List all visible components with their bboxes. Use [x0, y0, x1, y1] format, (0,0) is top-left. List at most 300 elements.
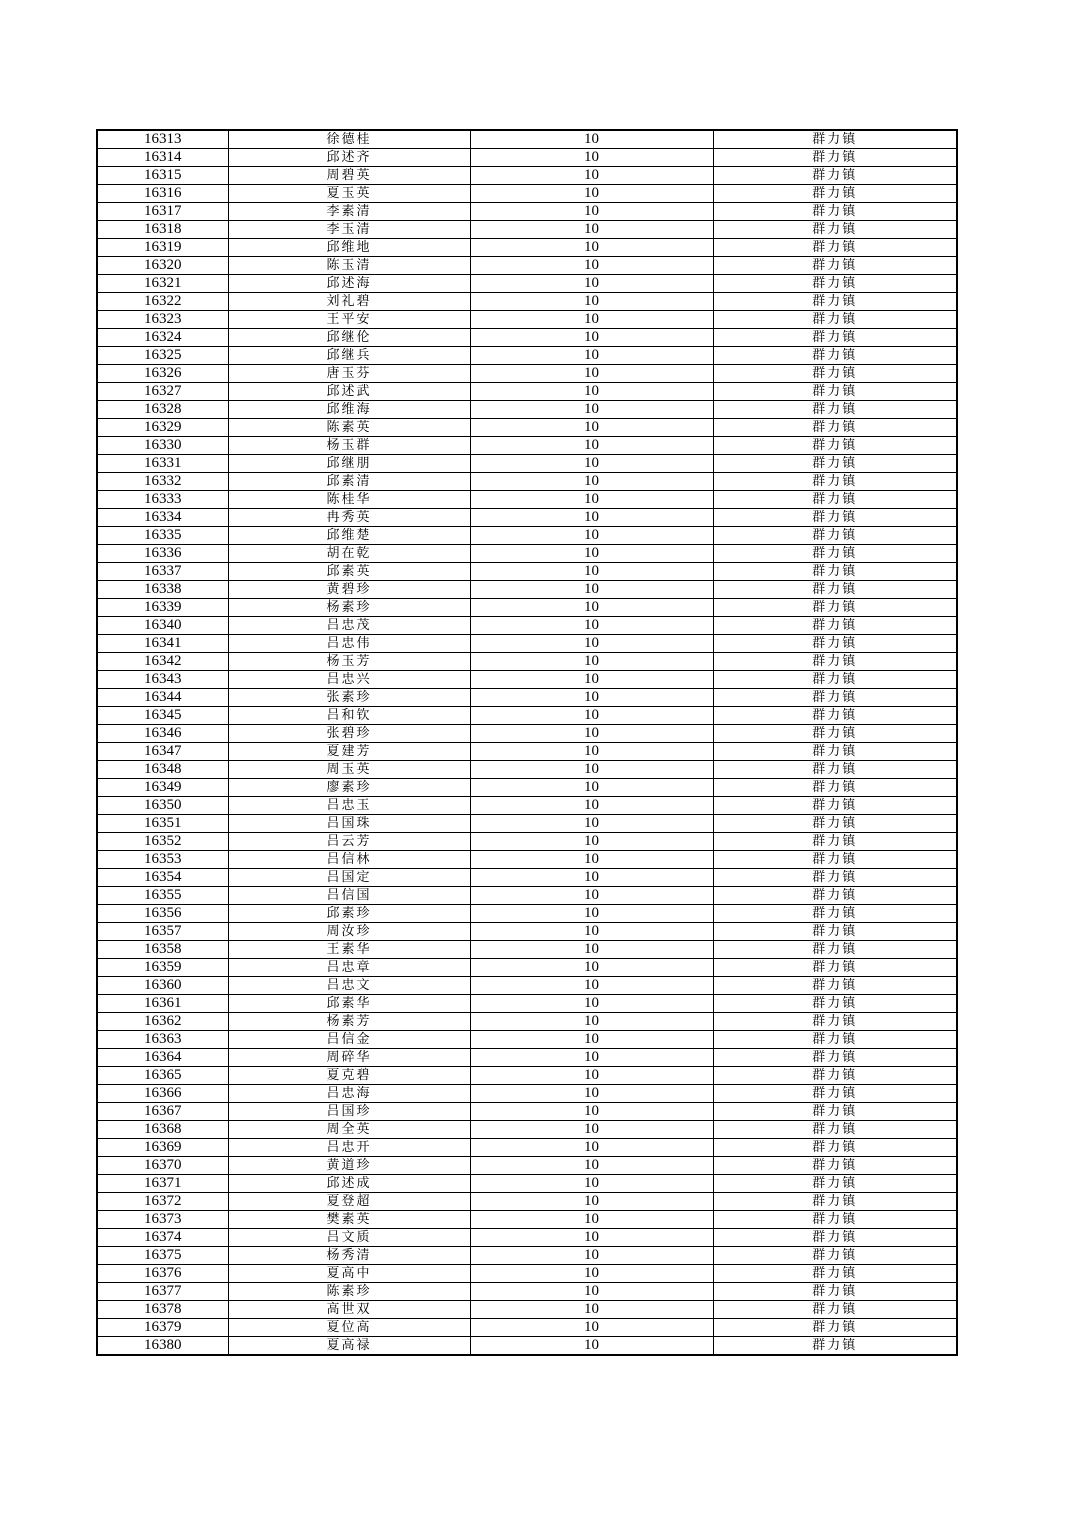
table-row: [97, 581, 957, 599]
row-number-cell: 16378: [97, 1301, 228, 1319]
name-cell: 夏登超: [228, 1193, 470, 1211]
town-cell: 群力镇: [713, 257, 957, 275]
row-number-cell: 16318: [97, 221, 228, 239]
row-number-cell: 16317: [97, 203, 228, 221]
table-row: [97, 491, 957, 509]
name-cell: 夏建芳: [228, 743, 470, 761]
table-row: [97, 1139, 957, 1157]
table-row: [97, 167, 957, 185]
table-row: [97, 617, 957, 635]
row-number-cell: 16330: [97, 437, 228, 455]
table-row: [97, 203, 957, 221]
amount-cell: 10: [470, 437, 713, 455]
row-number-cell: 16315: [97, 167, 228, 185]
row-number-cell: 16360: [97, 977, 228, 995]
amount-cell: 10: [470, 491, 713, 509]
name-cell: 邱述海: [228, 275, 470, 293]
amount-cell: 10: [470, 1193, 713, 1211]
amount-cell: 10: [470, 419, 713, 437]
name-cell: 吕信林: [228, 851, 470, 869]
row-number-cell: 16350: [97, 797, 228, 815]
town-cell: 群力镇: [713, 797, 957, 815]
town-cell: 群力镇: [713, 1067, 957, 1085]
town-cell: 群力镇: [713, 1283, 957, 1301]
town-cell: 群力镇: [713, 941, 957, 959]
name-cell: 邱维海: [228, 401, 470, 419]
row-number-cell: 16320: [97, 257, 228, 275]
row-number-cell: 16376: [97, 1265, 228, 1283]
town-cell: 群力镇: [713, 1175, 957, 1193]
town-cell: 群力镇: [713, 1085, 957, 1103]
name-cell: 李素清: [228, 203, 470, 221]
town-cell: 群力镇: [713, 653, 957, 671]
row-number-cell: 16379: [97, 1319, 228, 1337]
town-cell: 群力镇: [713, 869, 957, 887]
town-cell: 群力镇: [713, 1049, 957, 1067]
table-row: [97, 833, 957, 851]
row-number-cell: 16357: [97, 923, 228, 941]
name-cell: 胡在乾: [228, 545, 470, 563]
row-number-cell: 16372: [97, 1193, 228, 1211]
table-row: [97, 455, 957, 473]
table-row: [97, 365, 957, 383]
table-row: [97, 1319, 957, 1337]
table-row: [97, 761, 957, 779]
name-cell: 夏位高: [228, 1319, 470, 1337]
row-number-cell: 16358: [97, 941, 228, 959]
row-number-cell: 16380: [97, 1337, 228, 1356]
name-cell: 廖素珍: [228, 779, 470, 797]
table-row: [97, 635, 957, 653]
amount-cell: 10: [470, 743, 713, 761]
table-row: [97, 869, 957, 887]
name-cell: 邱述齐: [228, 149, 470, 167]
town-cell: 群力镇: [713, 167, 957, 185]
table-body: [97, 130, 957, 1355]
table-row: [97, 599, 957, 617]
row-number-cell: 16319: [97, 239, 228, 257]
town-cell: 群力镇: [713, 1337, 957, 1356]
amount-cell: 10: [470, 293, 713, 311]
amount-cell: 10: [470, 1139, 713, 1157]
name-cell: 邱维楚: [228, 527, 470, 545]
name-cell: 夏高中: [228, 1265, 470, 1283]
name-cell: 吕忠兴: [228, 671, 470, 689]
table-row: [97, 509, 957, 527]
amount-cell: 10: [470, 581, 713, 599]
table-row: [97, 1175, 957, 1193]
amount-cell: 10: [470, 977, 713, 995]
name-cell: 吕国珍: [228, 1103, 470, 1121]
town-cell: 群力镇: [713, 995, 957, 1013]
name-cell: 吕忠海: [228, 1085, 470, 1103]
town-cell: 群力镇: [713, 1031, 957, 1049]
amount-cell: 10: [470, 401, 713, 419]
amount-cell: 10: [470, 1265, 713, 1283]
row-number-cell: 16351: [97, 815, 228, 833]
amount-cell: 10: [470, 167, 713, 185]
row-number-cell: 16363: [97, 1031, 228, 1049]
town-cell: 群力镇: [713, 977, 957, 995]
town-cell: 群力镇: [713, 923, 957, 941]
row-number-cell: 16347: [97, 743, 228, 761]
amount-cell: 10: [470, 779, 713, 797]
table-row: [97, 1265, 957, 1283]
name-cell: 高世双: [228, 1301, 470, 1319]
town-cell: 群力镇: [713, 239, 957, 257]
town-cell: 群力镇: [713, 130, 957, 149]
table-row: [97, 473, 957, 491]
table-row: [97, 149, 957, 167]
row-number-cell: 16377: [97, 1283, 228, 1301]
table-row: [97, 1157, 957, 1175]
table-row: [97, 743, 957, 761]
town-cell: 群力镇: [713, 1139, 957, 1157]
row-number-cell: 16355: [97, 887, 228, 905]
amount-cell: 10: [470, 365, 713, 383]
row-number-cell: 16346: [97, 725, 228, 743]
town-cell: 群力镇: [713, 1121, 957, 1139]
town-cell: 群力镇: [713, 671, 957, 689]
amount-cell: 10: [470, 941, 713, 959]
name-cell: 杨素芳: [228, 1013, 470, 1031]
amount-cell: 10: [470, 329, 713, 347]
name-cell: 夏玉英: [228, 185, 470, 203]
table-row: [97, 1103, 957, 1121]
row-number-cell: 16327: [97, 383, 228, 401]
amount-cell: 10: [470, 797, 713, 815]
town-cell: 群力镇: [713, 275, 957, 293]
town-cell: 群力镇: [713, 437, 957, 455]
table-row: [97, 383, 957, 401]
amount-cell: 10: [470, 1067, 713, 1085]
amount-cell: 10: [470, 1031, 713, 1049]
row-number-cell: 16352: [97, 833, 228, 851]
row-number-cell: 16370: [97, 1157, 228, 1175]
town-cell: 群力镇: [713, 419, 957, 437]
amount-cell: 10: [470, 1211, 713, 1229]
town-cell: 群力镇: [713, 365, 957, 383]
row-number-cell: 16373: [97, 1211, 228, 1229]
name-cell: 邱继伦: [228, 329, 470, 347]
name-cell: 邱继朋: [228, 455, 470, 473]
name-cell: 吕忠伟: [228, 635, 470, 653]
table-row: [97, 689, 957, 707]
name-cell: 陈玉清: [228, 257, 470, 275]
amount-cell: 10: [470, 1049, 713, 1067]
row-number-cell: 16348: [97, 761, 228, 779]
name-cell: 黄碧珍: [228, 581, 470, 599]
table-row: [97, 851, 957, 869]
town-cell: 群力镇: [713, 779, 957, 797]
town-cell: 群力镇: [713, 545, 957, 563]
table-row: [97, 923, 957, 941]
row-number-cell: 16324: [97, 329, 228, 347]
amount-cell: 10: [470, 347, 713, 365]
amount-cell: 10: [470, 689, 713, 707]
name-cell: 杨秀清: [228, 1247, 470, 1265]
amount-cell: 10: [470, 1319, 713, 1337]
row-number-cell: 16331: [97, 455, 228, 473]
town-cell: 群力镇: [713, 563, 957, 581]
name-cell: 夏高禄: [228, 1337, 470, 1356]
amount-cell: 10: [470, 149, 713, 167]
town-cell: 群力镇: [713, 599, 957, 617]
row-number-cell: 16365: [97, 1067, 228, 1085]
name-cell: 杨玉群: [228, 437, 470, 455]
row-number-cell: 16332: [97, 473, 228, 491]
row-number-cell: 16356: [97, 905, 228, 923]
town-cell: 群力镇: [713, 725, 957, 743]
recipient-table: [96, 129, 958, 1356]
town-cell: 群力镇: [713, 1229, 957, 1247]
amount-cell: 10: [470, 545, 713, 563]
amount-cell: 10: [470, 653, 713, 671]
town-cell: 群力镇: [713, 1211, 957, 1229]
row-number-cell: 16314: [97, 149, 228, 167]
row-number-cell: 16362: [97, 1013, 228, 1031]
amount-cell: 10: [470, 923, 713, 941]
amount-cell: 10: [470, 239, 713, 257]
town-cell: 群力镇: [713, 1157, 957, 1175]
amount-cell: 10: [470, 761, 713, 779]
amount-cell: 10: [470, 203, 713, 221]
name-cell: 吕忠章: [228, 959, 470, 977]
table-row: [97, 779, 957, 797]
table-row: [97, 887, 957, 905]
town-cell: 群力镇: [713, 617, 957, 635]
amount-cell: 10: [470, 1013, 713, 1031]
amount-cell: 10: [470, 869, 713, 887]
amount-cell: 10: [470, 1247, 713, 1265]
name-cell: 张碧珍: [228, 725, 470, 743]
name-cell: 樊素英: [228, 1211, 470, 1229]
row-number-cell: 16366: [97, 1085, 228, 1103]
row-number-cell: 16345: [97, 707, 228, 725]
name-cell: 吕信国: [228, 887, 470, 905]
name-cell: 吕忠玉: [228, 797, 470, 815]
amount-cell: 10: [470, 905, 713, 923]
row-number-cell: 16343: [97, 671, 228, 689]
town-cell: 群力镇: [713, 527, 957, 545]
amount-cell: 10: [470, 1103, 713, 1121]
amount-cell: 10: [470, 671, 713, 689]
table-row: [97, 977, 957, 995]
table-row: [97, 815, 957, 833]
town-cell: 群力镇: [713, 851, 957, 869]
row-number-cell: 16326: [97, 365, 228, 383]
row-number-cell: 16323: [97, 311, 228, 329]
town-cell: 群力镇: [713, 293, 957, 311]
table-row: [97, 401, 957, 419]
table-row: [97, 1229, 957, 1247]
row-number-cell: 16336: [97, 545, 228, 563]
row-number-cell: 16339: [97, 599, 228, 617]
town-cell: 群力镇: [713, 1319, 957, 1337]
amount-cell: 10: [470, 1157, 713, 1175]
name-cell: 周全英: [228, 1121, 470, 1139]
amount-cell: 10: [470, 725, 713, 743]
name-cell: 邱素清: [228, 473, 470, 491]
amount-cell: 10: [470, 833, 713, 851]
name-cell: 邱继兵: [228, 347, 470, 365]
row-number-cell: 16337: [97, 563, 228, 581]
town-cell: 群力镇: [713, 743, 957, 761]
town-cell: 群力镇: [713, 329, 957, 347]
row-number-cell: 16335: [97, 527, 228, 545]
name-cell: 刘礼碧: [228, 293, 470, 311]
town-cell: 群力镇: [713, 311, 957, 329]
name-cell: 黄道珍: [228, 1157, 470, 1175]
row-number-cell: 16322: [97, 293, 228, 311]
table-row: [97, 275, 957, 293]
row-number-cell: 16374: [97, 1229, 228, 1247]
town-cell: 群力镇: [713, 185, 957, 203]
table-row: [97, 941, 957, 959]
town-cell: 群力镇: [713, 347, 957, 365]
table-row: [97, 1121, 957, 1139]
amount-cell: 10: [470, 959, 713, 977]
name-cell: 吕云芳: [228, 833, 470, 851]
town-cell: 群力镇: [713, 833, 957, 851]
name-cell: 吕国珠: [228, 815, 470, 833]
table-row: [97, 1049, 957, 1067]
table-row: [97, 1283, 957, 1301]
table-row: [97, 905, 957, 923]
town-cell: 群力镇: [713, 1193, 957, 1211]
table-row: [97, 563, 957, 581]
row-number-cell: 16325: [97, 347, 228, 365]
table-row: [97, 130, 957, 149]
amount-cell: 10: [470, 257, 713, 275]
name-cell: 王素华: [228, 941, 470, 959]
amount-cell: 10: [470, 1283, 713, 1301]
name-cell: 周玉英: [228, 761, 470, 779]
row-number-cell: 16333: [97, 491, 228, 509]
name-cell: 陈桂华: [228, 491, 470, 509]
amount-cell: 10: [470, 1121, 713, 1139]
row-number-cell: 16313: [97, 130, 228, 149]
amount-cell: 10: [470, 707, 713, 725]
row-number-cell: 16359: [97, 959, 228, 977]
row-number-cell: 16338: [97, 581, 228, 599]
table-row: [97, 437, 957, 455]
name-cell: 陈素英: [228, 419, 470, 437]
name-cell: 邱素华: [228, 995, 470, 1013]
town-cell: 群力镇: [713, 635, 957, 653]
town-cell: 群力镇: [713, 707, 957, 725]
name-cell: 吕忠开: [228, 1139, 470, 1157]
row-number-cell: 16368: [97, 1121, 228, 1139]
row-number-cell: 16340: [97, 617, 228, 635]
town-cell: 群力镇: [713, 887, 957, 905]
table-row: [97, 671, 957, 689]
row-number-cell: 16349: [97, 779, 228, 797]
amount-cell: 10: [470, 455, 713, 473]
name-cell: 吕文质: [228, 1229, 470, 1247]
amount-cell: 10: [470, 185, 713, 203]
row-number-cell: 16328: [97, 401, 228, 419]
amount-cell: 10: [470, 473, 713, 491]
town-cell: 群力镇: [713, 1013, 957, 1031]
name-cell: 吕国定: [228, 869, 470, 887]
amount-cell: 10: [470, 1085, 713, 1103]
amount-cell: 10: [470, 815, 713, 833]
town-cell: 群力镇: [713, 383, 957, 401]
name-cell: 吕忠茂: [228, 617, 470, 635]
row-number-cell: 16367: [97, 1103, 228, 1121]
table-row: [97, 1085, 957, 1103]
name-cell: 唐玉芬: [228, 365, 470, 383]
amount-cell: 10: [470, 995, 713, 1013]
table-row: [97, 293, 957, 311]
town-cell: 群力镇: [713, 761, 957, 779]
amount-cell: 10: [470, 617, 713, 635]
name-cell: 邱述成: [228, 1175, 470, 1193]
table-row: [97, 1067, 957, 1085]
row-number-cell: 16354: [97, 869, 228, 887]
amount-cell: 10: [470, 599, 713, 617]
town-cell: 群力镇: [713, 401, 957, 419]
name-cell: 杨素珍: [228, 599, 470, 617]
name-cell: 徐德桂: [228, 130, 470, 149]
row-number-cell: 16341: [97, 635, 228, 653]
town-cell: 群力镇: [713, 689, 957, 707]
table-row: [97, 1211, 957, 1229]
table-row: [97, 185, 957, 203]
name-cell: 周碧英: [228, 167, 470, 185]
amount-cell: 10: [470, 221, 713, 239]
town-cell: 群力镇: [713, 1265, 957, 1283]
name-cell: 冉秀英: [228, 509, 470, 527]
name-cell: 邱维地: [228, 239, 470, 257]
table-row: [97, 959, 957, 977]
amount-cell: 10: [470, 851, 713, 869]
town-cell: 群力镇: [713, 581, 957, 599]
town-cell: 群力镇: [713, 473, 957, 491]
name-cell: 吕忠文: [228, 977, 470, 995]
name-cell: 吕和钦: [228, 707, 470, 725]
row-number-cell: 16353: [97, 851, 228, 869]
amount-cell: 10: [470, 563, 713, 581]
table-row: [97, 419, 957, 437]
amount-cell: 10: [470, 1301, 713, 1319]
amount-cell: 10: [470, 509, 713, 527]
town-cell: 群力镇: [713, 1301, 957, 1319]
name-cell: 周碎华: [228, 1049, 470, 1067]
row-number-cell: 16342: [97, 653, 228, 671]
amount-cell: 10: [470, 130, 713, 149]
table-row: [97, 329, 957, 347]
table-row: [97, 653, 957, 671]
town-cell: 群力镇: [713, 203, 957, 221]
row-number-cell: 16369: [97, 1139, 228, 1157]
row-number-cell: 16375: [97, 1247, 228, 1265]
table-row: [97, 995, 957, 1013]
row-number-cell: 16321: [97, 275, 228, 293]
table-row: [97, 545, 957, 563]
town-cell: 群力镇: [713, 149, 957, 167]
name-cell: 李玉清: [228, 221, 470, 239]
table-row: [97, 1031, 957, 1049]
table-row: [97, 311, 957, 329]
row-number-cell: 16316: [97, 185, 228, 203]
table-row: [97, 1337, 957, 1356]
table-row: [97, 797, 957, 815]
table-row: [97, 1013, 957, 1031]
amount-cell: 10: [470, 635, 713, 653]
town-cell: 群力镇: [713, 959, 957, 977]
